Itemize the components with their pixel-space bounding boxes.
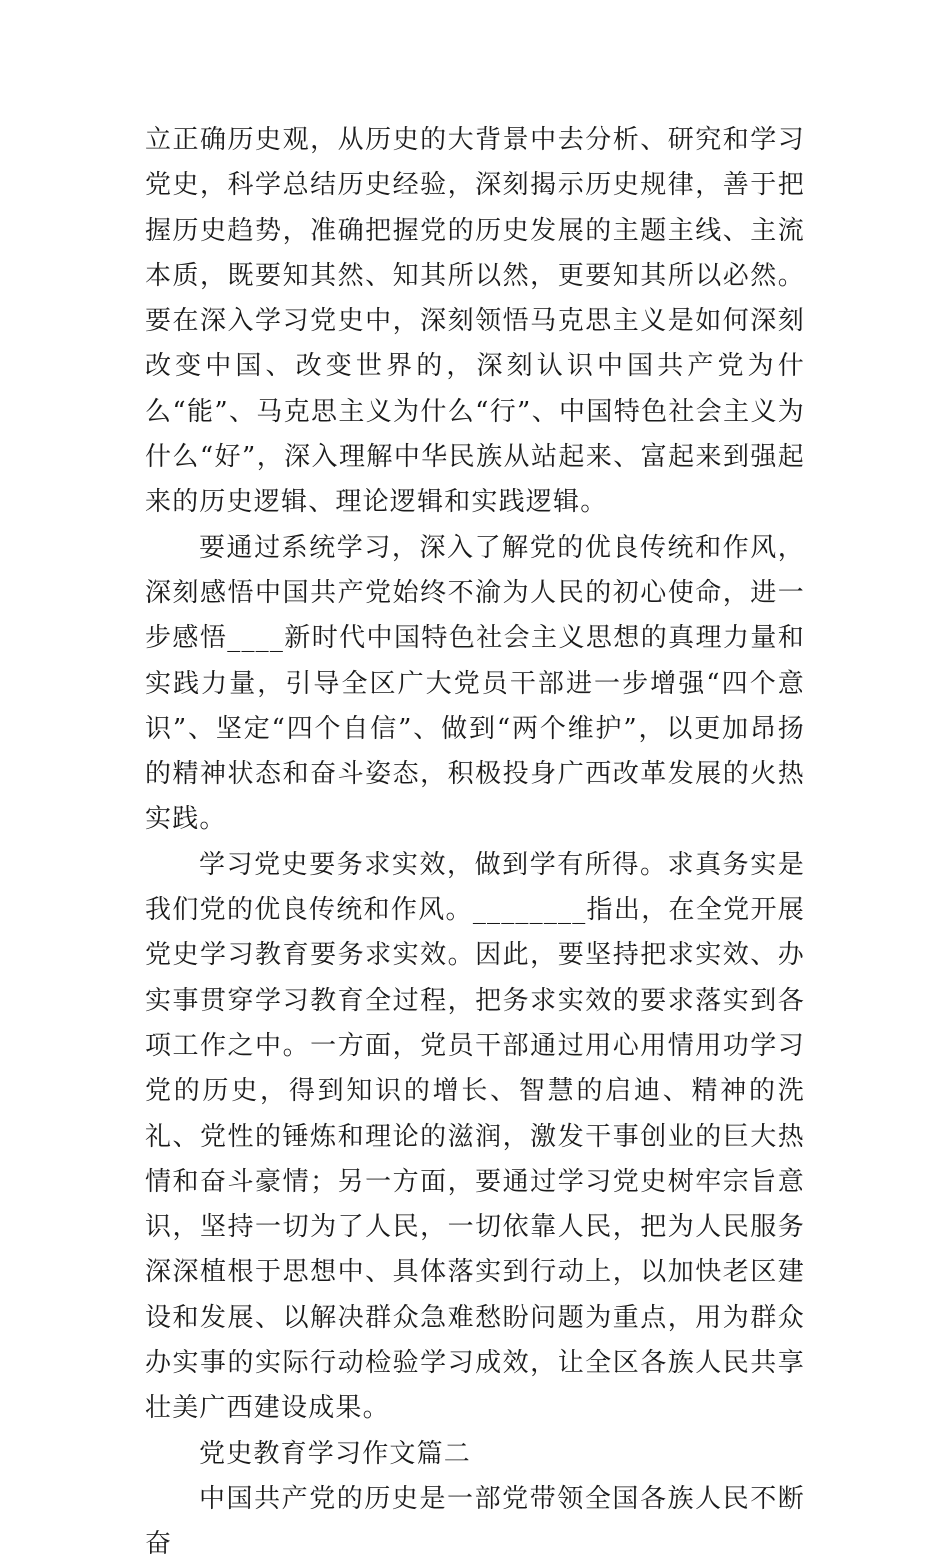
paragraph-practical-results: 学习党史要务求实效，做到学有所得。求真务实是我们党的优良传统和作风。________指出，在全党开展党史学习教育要务求实效。因此，要坚持把求实效、办实事贯穿学习教育全过程，把务求实效的要求落实到各项工作之中。一方面，党员干部通过用心用情用功学习党的历史，得到知识的增长、智慧的启迪、精神的洗礼、党性的锤炼和理论的滋润，激发干事创业的巨大热情和奋斗豪情；另一方面，要通过学习党史树牢宗旨意识，坚持一切为了人民，一切依靠人民，把为人民服务深深植根于思想中、具体落实到行动上，以加快老区建设和发展、以解决群众急难愁盼问题为重点，用为群众办实事的实际行动检验学习成效，让全区各族人民共享壮美广西建设成果。 [145, 849, 805, 1424]
section-heading: 党史教育学习作文篇二 [199, 1438, 472, 1469]
document-body [145, 118, 805, 1568]
paragraph-system-study: 要通过系统学习，深入了解党的优良传统和作风，深刻感悟中国共产党始终不渝为人民的初心使命，进一步感悟____新时代中国特色社会主义思想的真理力量和实践力量，引导全区广大党员干部进一步增强“四个意识”、坚定“四个自信”、做到“两个维护”，以更加昂扬的精神状态和奋斗姿态，积极投身广西改革发展的火热实践。 [145, 532, 805, 835]
paragraph-continued: 立正确历史观，从历史的大背景中去分析、研究和学习党史，科学总结历史经验，深刻揭示历史规律，善于把握历史趋势，准确把握党的历史发展的主题主线、主流本质，既要知其然、知其所以然，更要知其所以必然。要在深入学习党史中，深刻领悟马克思主义是如何深刻改变中国、改变世界的，深刻认识中国共产党为什么“能”、马克思主义为什么“行”、中国特色社会主义为什么“好”，深入理解中华民族从站起来、富起来到强起来的历史逻辑、理论逻辑和实践逻辑。 [145, 125, 805, 518]
paragraph-section-two-start: 中国共产党的历史是一部党带领全国各族人民不断奋 [145, 1483, 805, 1560]
